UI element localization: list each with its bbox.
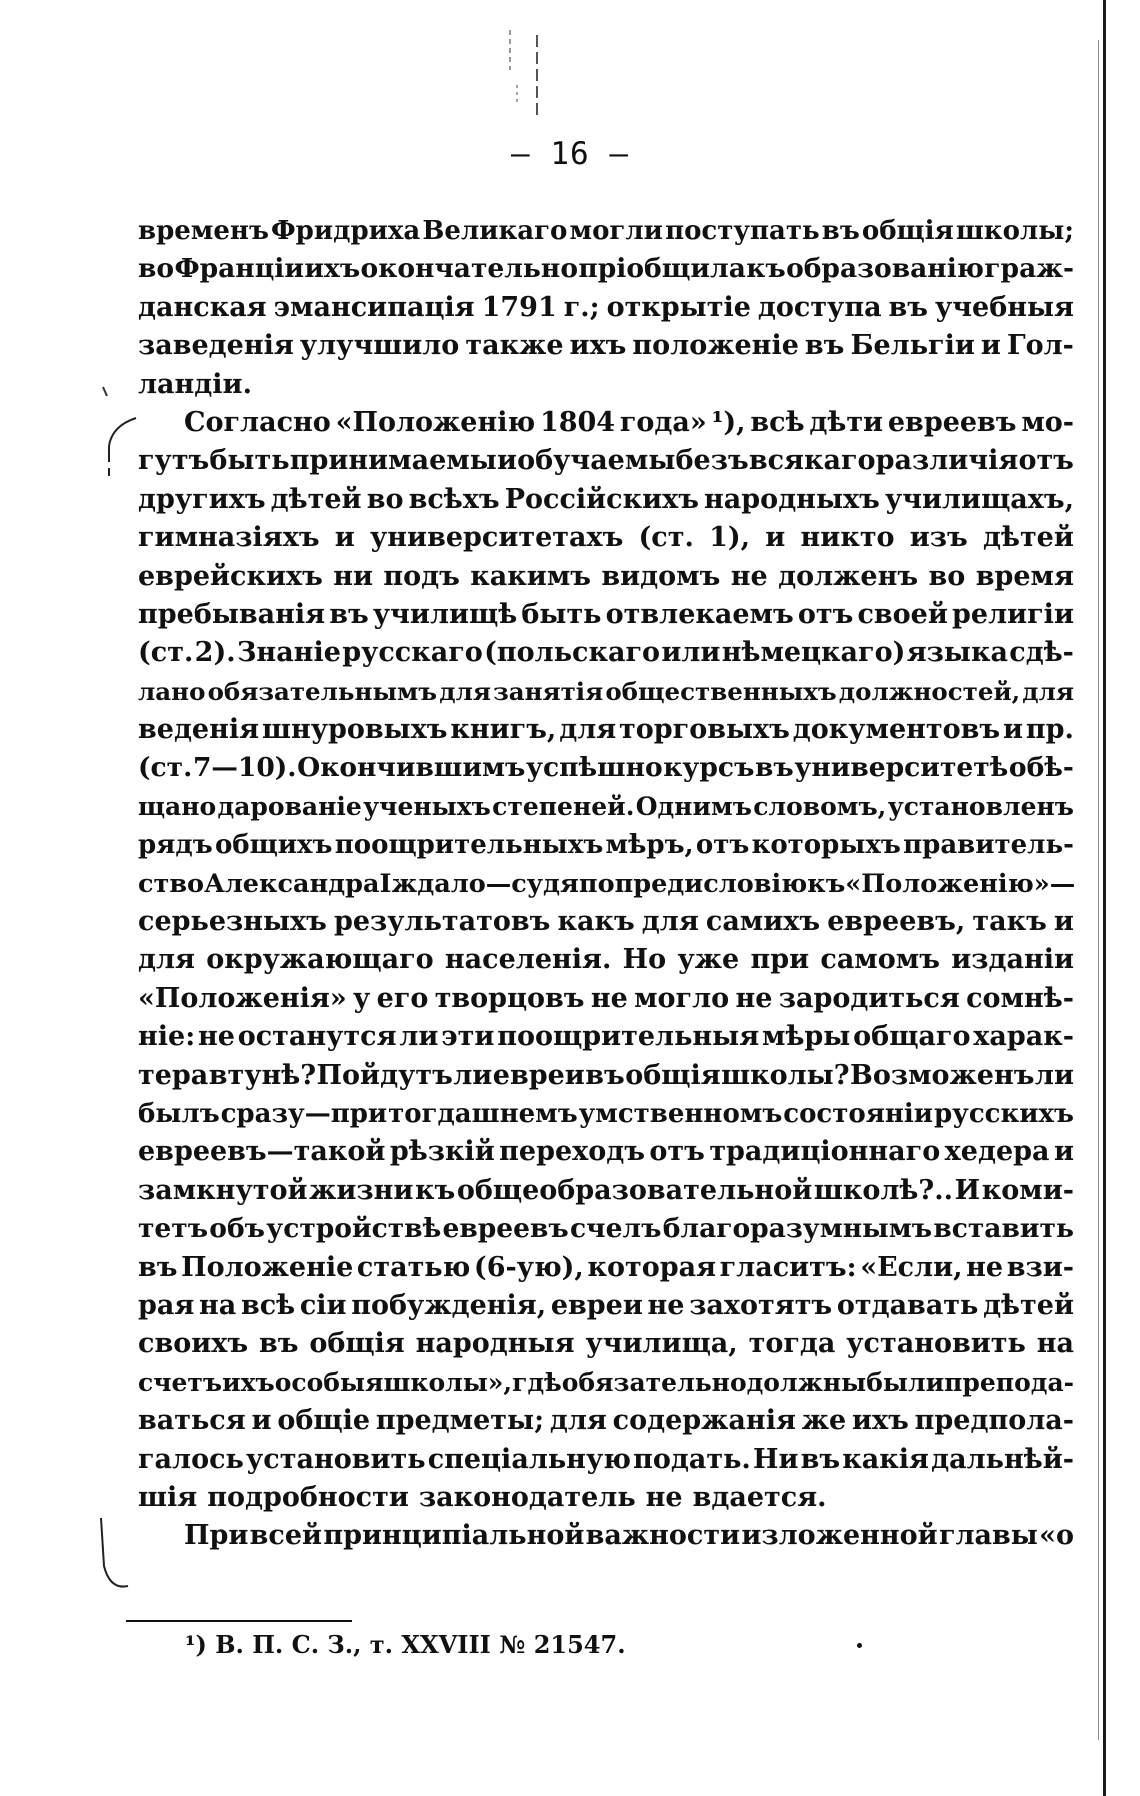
- text-line: гимназіяхъ и университетахъ (ст. 1), и никто изъ дѣтей: [138, 522, 1074, 554]
- text-line: счетъ ихъ особыя школы», гдѣ обязательно должны были препода-: [138, 1367, 1075, 1397]
- text-line: временъ Фридриха Великаго могли поступать въ общія школы;: [138, 216, 1074, 246]
- body-text: [138, 212, 1074, 1556]
- text-line: (ст. 2). Знаніе русскаго (польскаго или нѣмецкаго) языка сдѣ-: [138, 637, 1074, 669]
- text-line: пребыванія въ училищѣ быть отвлекаемъ отъ своей религіи: [138, 598, 1074, 630]
- text-line: замкнутой жизни къ общеобразовательной школѣ?.. И коми-: [138, 1174, 1074, 1206]
- ink-speck: [857, 1643, 862, 1648]
- text-line: другихъ дѣтей во всѣхъ Россійскихъ народныхъ училищахъ,: [138, 483, 1074, 515]
- text-line: своихъ въ общія народныя училища, тогда установить на: [138, 1328, 1074, 1360]
- page-number: — 16 —: [511, 136, 629, 172]
- text-line: ніе: не останутся ли эти поощрительныя мѣры общаго харак-: [138, 1021, 1074, 1053]
- scan-artifact: [505, 30, 545, 125]
- text-line: тера втунѣ? Пойдутъ ли евреи въ общія школы? Возможенъ ли: [138, 1059, 1074, 1091]
- text-line: гутъ быть принимаемы и обучаемы безъ всякаго различія отъ: [138, 445, 1074, 477]
- text-line: въ Положеніе статью (6-ую), которая гласитъ: «Если, не взи-: [138, 1251, 1074, 1283]
- text-line: ваться и общіе предметы; для содержанія же ихъ предпола-: [138, 1405, 1074, 1437]
- text-line: заведенія улучшило также ихъ положеніе въ Бельгіи и Гол-: [138, 330, 1074, 362]
- page-edge-line: [1098, 40, 1099, 1740]
- text-line: для окружающаго населенія. Но уже при самомъ изданіи: [138, 944, 1074, 976]
- text-line: рядъ общихъ поощрительныхъ мѣръ, отъ которыхъ правитель-: [138, 830, 1074, 861]
- text-line: еврейскихъ ни подъ какимъ видомъ не долженъ во время: [138, 560, 1074, 592]
- text-line: во Франціи ихъ окончательно пріобщила къ образованію граж-: [138, 253, 1074, 285]
- page-edge-shadow: [1103, 0, 1106, 1796]
- text-line: щано дарованіе ученыхъ степеней. Однимъ словомъ, установленъ: [138, 791, 1074, 821]
- text-line: былъ сразу—при тогдашнемъ умственномъ состояніи русскихъ: [138, 1098, 1074, 1129]
- text-line: лано обязательнымъ для занятія общественныхъ должностей, для: [138, 676, 1074, 706]
- text-line: рая на всѣ сіи побужденія, евреи не захотятъ отдавать дѣтей: [138, 1289, 1074, 1321]
- text-line: (ст. 7—10). Окончившимъ успѣшно курсъ въ университетѣ обѣ-: [138, 752, 1074, 784]
- text-line: При всей принципіальной важности изложенной главы «о: [184, 1520, 1074, 1552]
- text-line: галось установить спеціальную подать. Ни въ какія дальнѣй-: [138, 1443, 1074, 1475]
- text-line: «Положенія» у его творцовъ не могло не зародиться сомнѣ-: [138, 982, 1074, 1014]
- text-line: шія подробности законодатель не вдается.: [138, 1481, 827, 1513]
- text-line: серьезныхъ результатовъ какъ для самихъ евреевъ, такъ и: [138, 906, 1074, 938]
- text-line: веденія шнуровыхъ книгъ, для торговыхъ документовъ и пр.: [138, 714, 1074, 746]
- footnote-rule: [126, 1620, 352, 1622]
- text-line: данская эмансипація 1791 г.; открытіе доступа въ учебныя: [138, 291, 1074, 323]
- text-line: ство Александра I ждало—судя по предисловію къ «Положенію»—: [138, 868, 1076, 899]
- text-line: евреевъ—такой рѣзкій переходъ отъ традиціоннаго хедера и: [138, 1136, 1074, 1168]
- text-line: Согласно «Положенію 1804 года» ¹), всѣ дѣти евреевъ мо-: [184, 406, 1074, 438]
- text-line: ландіи.: [138, 368, 252, 400]
- footnote: ¹) В. П. С. З., т. XXVIII № 21547.: [185, 1630, 626, 1659]
- text-line: тетъ объ устройствѣ евреевъ счелъ благоразумнымъ вставить: [138, 1213, 1074, 1245]
